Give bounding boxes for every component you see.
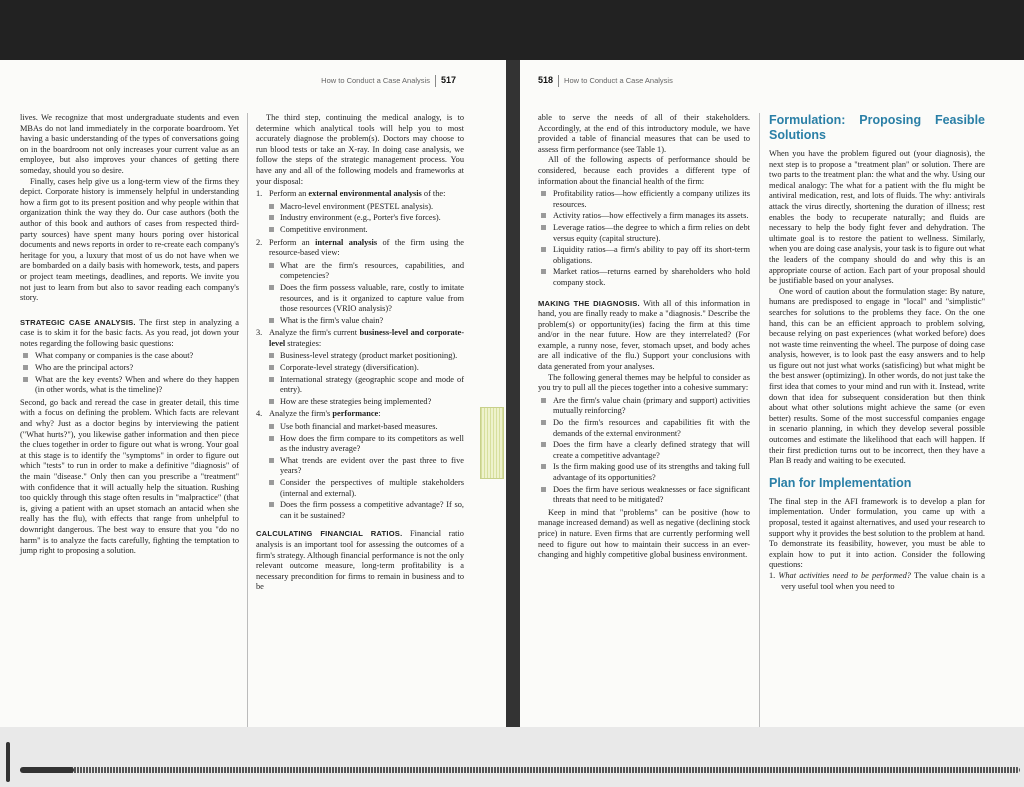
- list-item: 1. Perform an external environmental analysis of the: Macro-level environment (PESTEL analysis). Industry environment (e.g., Porter's five forces). Competitive environment.: [256, 189, 464, 235]
- paragraph: The following general themes may be helpful to consider as you try to pull all the pieces together into a cohesive summary:: [538, 372, 750, 393]
- bullet-list: [538, 396, 750, 506]
- list-item: International strategy (geographic scope and mode of entry).: [269, 375, 464, 396]
- numbered-question: 1. What activities need to be performed? The value chain is a very useful tool when you need to: [769, 570, 985, 591]
- paragraph: When you have the problem figured out (your diagnosis), the next step is to propose a "treatment plan" or solution. There are two parts to the treatment plan: the what and the why. Using our medical analogy: The what for a patient with the flu might be antiviral medication, rest, and lots of fluids. The why: antivirals attack the virus directly, shortening the duration of illness; rest enables the body to recuperate naturally; and fluids are necessary to help the body fight fever and dehydration. The ultimate goal is to restore the patient to wellness. Similarly, when you are doing case analysis, your task is to figure out what the leaders of the company should do and why this is an appropriate course of action. Each part of your proposal should be justifiable based on your analyses.: [769, 149, 985, 286]
- numbered-list: [256, 189, 464, 521]
- paragraph: One word of caution about the formulation stage: By nature, humans are predisposed to engage in "local" and "simplistic" searches for solutions to the problems they face. On the one hand, this can be an efficient approach to problem solving, because relying on past experiences (what worked before) does not waste time reinventing the wheel. The purpose of doing case analysis, however, is to look past the easy answers and to help us figure out not just what works (satisficing) but what might be the best answer (optimizing). In other words, do not just take the first idea that comes to your mind and run with it. Instead, write down that idea for subsequent consideration but then think about what other solutions might achieve the same (or even better) results. Some of the most successful companies engage in scenario planning, in which they develop several possible outcomes and estimate the likelihood that each will happen. If their first prediction turns out to be incorrect, then they have a Plan B ready and waiting to be executed.: [769, 286, 985, 466]
- right-column-1: [538, 113, 750, 561]
- running-header-right: [538, 75, 673, 87]
- list-item: Profitability ratios—how efficiently a company utilizes its resources.: [538, 189, 750, 210]
- vertical-scroll-indicator[interactable]: [6, 742, 10, 782]
- left-column-1: [20, 113, 239, 557]
- paragraph: The third step, continuing the medical analogy, is to determine which analytical tools will help you to most accurately diagnose the problem(s). Doctors may choose to run blood tests or take an X-ray. In doing case analysis, we follow the steps of the strategic management process. You have any and all of the following models and frameworks at your disposal:: [256, 113, 464, 186]
- paragraph: Keep in mind that "problems" can be positive (how to manage increased demand) as well as negative (declining stock price) in nature. Even firms that are currently performing well need to figure out how to maintain their success in an ever-changing and highly competitive global business environment.: [538, 507, 750, 560]
- list-item: What are the key events? When and where do they happen (in other words, what is the timeline)?: [20, 375, 239, 396]
- list-item: Does the firm possess a competitive advantage? If so, can it be sustained?: [269, 500, 464, 521]
- section-heading: Formulation: Proposing Feasible Solutions: [769, 113, 985, 142]
- list-item: How does the firm compare to its competitors as well as the industry average?: [269, 434, 464, 455]
- paragraph: Second, go back and reread the case in greater detail, this time with a focus on defining the problem. Which facts are relevant and why? Just as a doctor begins by interviewing the patient ("What hurts?"), you likewise gather information and then piece the clues together in order to figure out what is wrong. Your goal at this stage is to identify the "symptoms" in order to figure out which "tests" to run in order to make a definitive "diagnosis" of the main "disease." Only then can you prescribe a "treatment" with confidence that it will actually help the situation. Rushing too quickly through this stage often results in "malpractice" (that is, giving a patient with an upset stomach an antacid when she really has the flu), with effects that range from unhelpful to downright dangerous. The best way to ensure that you "do no harm" is to analyze the facts carefully, fighting the temptation to jump right to proposing a solution.: [20, 397, 239, 556]
- section-heading: Plan for Implementation: [769, 475, 912, 490]
- book-gutter: [506, 60, 520, 787]
- column-divider: [759, 113, 760, 763]
- running-head-text: How to Conduct a Case Analysis: [321, 76, 430, 85]
- left-column-2: [256, 113, 464, 593]
- paragraph: lives. We recognize that most undergraduate students and even MBAs do not land immediately in the corporate boardroom. Yet having a basic understanding of the types of conversations going on in the boardroom not only increases your current value as an employee, but also improves your chances of getting there someday, should you so desire.: [20, 113, 239, 175]
- list-item: What are the firm's resources, capabilities, and competencies?: [269, 261, 464, 282]
- list-item: Activity ratios—how effectively a firm manages its assets.: [538, 211, 750, 222]
- paragraph: able to serve the needs of all of their stakeholders. Accordingly, at the end of this introductory module, we have provided a table of financial measures that can be used to assess firm performance (see Table 1).: [538, 113, 750, 154]
- paragraph: The final step in the AFI framework is to develop a plan for implementation. Under formulation, you came up with a proposal, tested it against alternatives, and used your research to support why it provides the best solution to the problem at hand. To demonstrate its feasibility, however, you must be able to explain how to put it into action. Consider the following questions:: [769, 496, 985, 570]
- list-item: Liquidity ratios—a firm's ability to pay off its short-term obligations.: [538, 245, 750, 266]
- list-item: Business-level strategy (product market positioning).: [269, 351, 464, 362]
- viewer-bottom-bar: [0, 727, 1024, 787]
- right-page: [520, 60, 1024, 785]
- list-item: Macro-level environment (PESTEL analysis).: [269, 202, 464, 213]
- list-item: Does the firm possess valuable, rare, costly to imitate resources, and is it organized to capture value from those resources (VRIO analysis)?: [269, 283, 464, 315]
- paragraph: MAKING THE DIAGNOSIS. With all of this information in hand, you are finally ready to make a "diagnosis." Describe the problem(s) or opportunity(ies) facing the firm at this time and/or in the near future. How are they interrelated? (For example, a runny nose, fever, stomach upset, and body aches are all indicative of the flu.) Support your conclusions with data generated from your analyses.: [538, 298, 750, 372]
- list-item: How are these strategies being implemented?: [269, 397, 464, 408]
- page-number: 518: [538, 75, 554, 85]
- right-column-2: [769, 113, 985, 592]
- list-item: Market ratios—returns earned by shareholders who hold company stock.: [538, 267, 750, 288]
- list-item: What company or companies is the case about?: [20, 351, 239, 362]
- list-item: Is the firm making good use of its strengths and taking full advantage of its opportunities?: [538, 462, 750, 483]
- list-item: Does the firm have serious weaknesses or face significant threats that need to be mitigated?: [538, 485, 750, 506]
- horizontal-scrollbar[interactable]: [20, 767, 1020, 773]
- column-divider: [247, 113, 248, 763]
- section-run-in-head: STRATEGIC CASE ANALYSIS.: [20, 317, 136, 327]
- list-item: Corporate-level strategy (diversification).: [269, 363, 464, 374]
- paragraph: Finally, cases help give us a long-term view of the firms they depict. Corporate history is immensely helpful in understanding how a firm got to its present position and why people within that organization think the way they do. Our case authors (both the author of this book and authors of cases from respected third-party sources) have spent many hours poring over historical documents and news reports in order to re-create each company's heritage for you, a luxury that most of us do not have when we are bombarded on a daily basis with homework, tests, and papers or project team meetings, deadlines, and reports. We invite you not just to learn from but also to savor reading each company's story.: [20, 176, 239, 303]
- list-item: Leverage ratios—the degree to which a firm relies on debt versus equity (capital structure).: [538, 223, 750, 244]
- viewer-top-bar: [0, 0, 1024, 60]
- list-item: What trends are evident over the past three to five years?: [269, 456, 464, 477]
- left-page: [0, 60, 506, 785]
- running-header-left: [321, 75, 456, 87]
- list-item: Are the firm's value chain (primary and support) activities mutually reinforcing?: [538, 396, 750, 417]
- section-run-in-head: CALCULATING FINANCIAL RATIOS.: [256, 529, 403, 539]
- bullet-list: [538, 189, 750, 288]
- page-number: 517: [440, 75, 456, 85]
- list-item: Competitive environment.: [269, 225, 464, 236]
- list-item: Industry environment (e.g., Porter's five forces).: [269, 213, 464, 224]
- scrollbar-thumb[interactable]: [20, 767, 74, 773]
- list-item: Who are the principal actors?: [20, 363, 239, 374]
- bullet-list: [20, 351, 239, 395]
- list-item: Does the firm have a clearly defined strategy that will create a competitive advantage?: [538, 440, 750, 461]
- list-item: 3. Analyze the firm's current business-level and corporate-level strategies: Business-level strategy (product market positioning). Corporate-level strategy (diversification). International strategy (geographic scope and mode of entry). How are these strategies being implemented?: [256, 328, 464, 406]
- list-item: Use both financial and market-based measures.: [269, 422, 464, 433]
- section-run-in-head: MAKING THE DIAGNOSIS.: [538, 298, 640, 308]
- list-item: 2. Perform an internal analysis of the firm using the resource-based view: What are the firm's resources, capabilities, and competencies? Does the firm possess valuable, rare, costly to imitate resources, and is it organized to capture value from those resources (VRIO analysis)? What is the firm's value chain?: [256, 237, 465, 325]
- list-item: What is the firm's value chain?: [269, 316, 464, 327]
- paragraph: CALCULATING FINANCIAL RATIOS. Financial ratio analysis is an important tool for assessing the outcomes of a firm's strategy. Although financial performance is not the only relevant outcome measure, long-term profitability is a necessary precondition for firms to remain in business and to be: [256, 529, 464, 592]
- list-item: Consider the perspectives of multiple stakeholders (internal and external).: [269, 478, 464, 499]
- paragraph: STRATEGIC CASE ANALYSIS. The first step in analyzing a case is to skim it for the basic facts. As you read, jot down your notes regarding the following basic questions:: [20, 317, 239, 348]
- list-item: 4. Analyze the firm's performance: Use both financial and market-based measures. How does the firm compare to its competitors as well as the industry average? What trends are evident over the past three to five years? Consider the perspectives of multiple stakeholders (internal and external). Does the firm possess a competitive advantage? If so, can it be sustained?: [256, 409, 464, 520]
- list-item: Do the firm's resources and capabilities fit with the demands of the external environment?: [538, 418, 750, 439]
- running-head-text: How to Conduct a Case Analysis: [564, 76, 673, 85]
- paragraph: All of the following aspects of performance should be considered, because each provides a different type of information about the financial health of the firm:: [538, 155, 750, 186]
- spine-decoration: [480, 407, 504, 479]
